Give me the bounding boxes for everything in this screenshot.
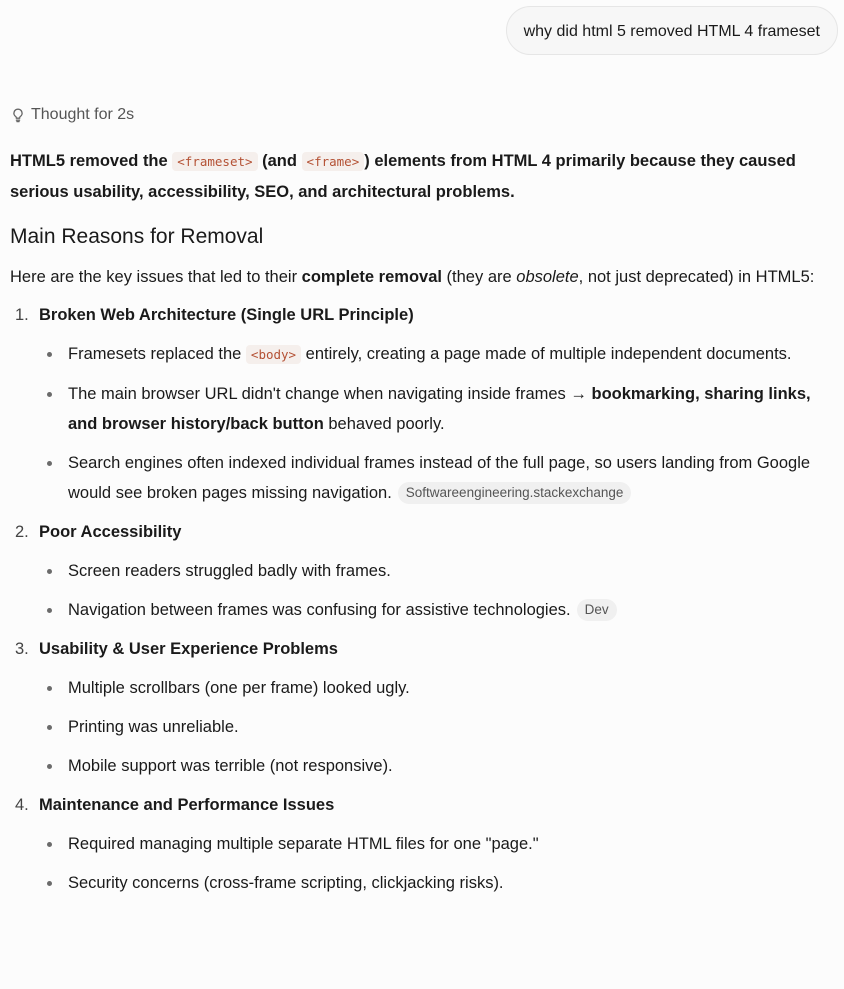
bullet-text: Screen readers struggled badly with frames. xyxy=(68,562,391,580)
assistant-answer xyxy=(10,146,830,898)
bullet-dot-icon xyxy=(47,352,52,357)
list-number: 1. xyxy=(15,306,29,324)
reason-title: Maintenance and Performance Issues xyxy=(39,796,335,814)
section-heading: Main Reasons for Removal xyxy=(10,225,264,248)
user-message-text: why did html 5 removed HTML 4 frameset xyxy=(523,23,820,40)
lightbulb-icon xyxy=(10,107,26,123)
bullet-bold: bookmarking, sharing links, and browser history/back button xyxy=(68,385,811,433)
bullet-item xyxy=(39,339,830,370)
source-citation-chip[interactable]: Dev xyxy=(577,599,617,621)
bullet-item xyxy=(39,712,830,742)
inline-code: <body> xyxy=(246,345,301,364)
bullet-text: Multiple scrollbars (one per frame) looked ugly. xyxy=(68,679,410,697)
bullet-item xyxy=(39,829,830,859)
reason-bullets xyxy=(39,829,830,898)
bullet-dot-icon xyxy=(47,764,52,769)
intro-paragraph xyxy=(10,146,830,207)
list-number: 4. xyxy=(15,796,29,814)
inline-code: <frameset> xyxy=(172,152,257,171)
reason-item xyxy=(10,517,830,625)
bullet-text: Required managing multiple separate HTML files for one "page." xyxy=(68,835,539,853)
reason-item xyxy=(10,634,830,781)
bullet-dot-icon xyxy=(47,881,52,886)
bullet-text: The main browser URL didn't change when navigating inside frames → xyxy=(68,385,592,403)
reason-title: Usability & User Experience Problems xyxy=(39,640,338,658)
intro-text: HTML5 removed the xyxy=(10,152,173,170)
bullet-text: Printing was unreliable. xyxy=(68,718,239,736)
reason-bullets xyxy=(39,556,830,625)
reason-bullets xyxy=(39,339,830,508)
bullet-text: Security concerns (cross-frame scripting, clickjacking risks). xyxy=(68,874,504,892)
thought-label: Thought for 2s xyxy=(31,106,135,123)
bullet-item xyxy=(39,379,830,439)
intro-text: ) elements from HTML 4 primarily because they caused serious usability, accessibility, SEO, and architectural problems. xyxy=(10,152,796,201)
bullet-item xyxy=(39,448,830,508)
bullet-item xyxy=(39,556,830,586)
list-number: 3. xyxy=(15,640,29,658)
bullet-text: Mobile support was terrible (not responsive). xyxy=(68,757,393,775)
bullet-dot-icon xyxy=(47,725,52,730)
lead-text: (they are xyxy=(441,268,517,286)
bullet-dot-icon xyxy=(47,461,52,466)
bullet-dot-icon xyxy=(47,608,52,613)
inline-code: <frame> xyxy=(302,152,365,171)
reason-bullets xyxy=(39,673,830,781)
bullet-text: Framesets replaced the xyxy=(68,345,246,363)
bullet-item xyxy=(39,751,830,781)
intro-text: (and xyxy=(257,152,302,170)
source-citation-chip[interactable]: Softwareengineering.stackexchange xyxy=(398,482,632,504)
list-number: 2. xyxy=(15,523,29,541)
lead-text: Here are the key issues that led to their xyxy=(10,268,302,286)
bullet-text: Navigation between frames was confusing for assistive technologies. xyxy=(68,601,571,619)
bullet-dot-icon xyxy=(47,392,52,397)
bullet-text: behaved poorly. xyxy=(323,415,445,433)
bullet-text: entirely, creating a page made of multiple independent documents. xyxy=(301,345,792,363)
reason-item xyxy=(10,300,830,508)
bullet-item xyxy=(39,868,830,898)
lead-paragraph xyxy=(10,262,830,292)
reason-item xyxy=(10,790,830,898)
bullet-item xyxy=(39,595,830,625)
bullet-text: Search engines often indexed individual frames instead of the full page, so users landing from Google would see broken pages missing navigation. xyxy=(68,454,811,502)
bullet-item xyxy=(39,673,830,703)
lead-text: , not just deprecated) in HTML5: xyxy=(578,268,815,286)
lead-bold: complete removal xyxy=(301,268,442,286)
reason-title: Poor Accessibility xyxy=(39,523,182,541)
bullet-dot-icon xyxy=(47,686,52,691)
bullet-dot-icon xyxy=(47,842,52,847)
reason-title: Broken Web Architecture (Single URL Principle) xyxy=(39,306,414,324)
reasons-list xyxy=(10,300,830,898)
user-message-bubble xyxy=(506,6,838,55)
lead-emphasis: obsolete xyxy=(516,268,579,286)
thought-toggle[interactable] xyxy=(10,106,134,124)
bullet-dot-icon xyxy=(47,569,52,574)
